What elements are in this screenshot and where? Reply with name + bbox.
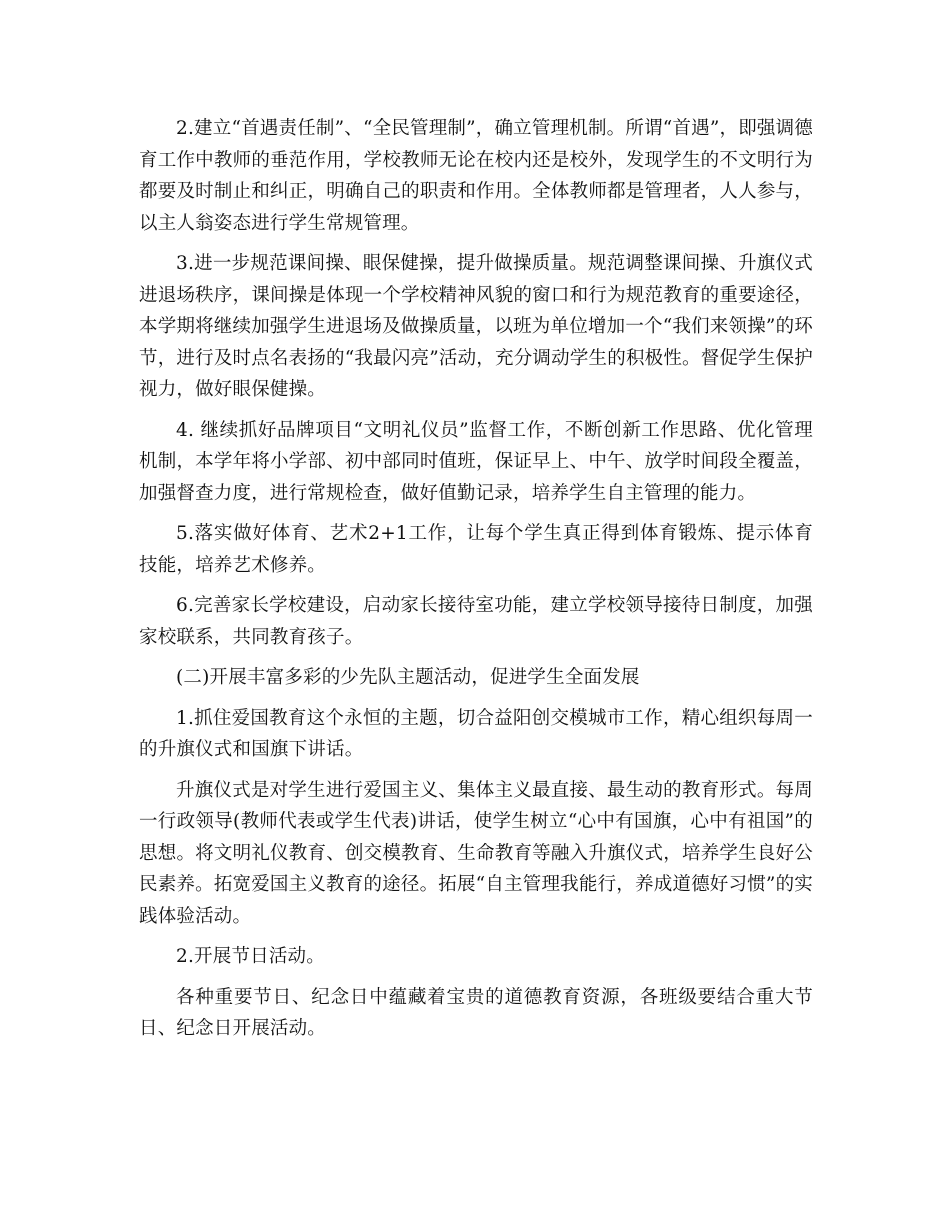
paragraph-parent-school: 6.完善家长学校建设，启动家长接待室功能，建立学校领导接待日制度，加强家校联系，共同教育孩子。 xyxy=(139,595,813,648)
paragraph-festival-activities: 2.开展节日活动。 xyxy=(176,946,325,967)
paragraph-etiquette-supervision: 4. 继续抓好品牌项目“文明礼仪员”监督工作，不断创新工作思路、优化管理机制，本学年将小学部、初中部同时值班，保证早上、中午、放学时间段全覆盖，加强督查力度，进行常规检查，做好值勤记录，培养学生自主管理的能力。 xyxy=(139,419,813,504)
paragraph-patriotic-education: 1.抓住爱国教育这个永恒的主题，切合益阳创交模城市工作，精心组织每周一的升旗仪式和国旗下讲话。 xyxy=(139,707,813,760)
paragraph-first-encounter-responsibility: 2.建立“首遇责任制”、“全民管理制”，确立管理机制。所谓“首遇”，即强调德育工作中教师的垂范作用，学校教师无论在校内还是校外，发现学生的不文明行为都要及时制止和纠正，明确自己的职责和作用。全体教师都是管理者，人人参与，以主人翁姿态进行学生常规管理。 xyxy=(139,118,814,234)
paragraph-exercise-quality: 3.进一步规范课间操、眼保健操，提升做操质量。规范调整课间操、升旗仪式进退场秩序，课间操是体现一个学校精神风貌的窗口和行为规范教育的重要途径，本学期将继续加强学生进退场及做操质量，以班为单位增加一个“我们来领操”的环节，进行及时点名表扬的“我最闪亮”活动，充分调动学生的积极性。督促学生保护视力，做好眼保健操。 xyxy=(139,253,813,400)
section-heading-activities: (二)开展丰富多彩的少先队主题活动，促进学生全面发展 xyxy=(176,667,640,688)
paragraph-sports-arts: 5.落实做好体育、艺术2+1工作，让每个学生真正得到体育锻炼、提示体育技能，培养艺术修养。 xyxy=(139,523,813,576)
paragraph-festival-resources: 各种重要节日、纪念日中蕴藏着宝贵的道德教育资源，各班级要结合重大节日、纪念日开展活动。 xyxy=(139,986,813,1039)
paragraph-flag-ceremony: 升旗仪式是对学生进行爱国主义、集体主义最直接、最生动的教育形式。每周一行政领导(教师代表或学生代表)讲话，使学生树立“心中有国旗，心中有祖国”的思想。将文明礼仪教育、创交模教育、生命教育等融入升旗仪式，培养学生良好公民素养。拓宽爱国主义教育的途径。拓展“自主管理我能行，养成道德好习惯”的实践体验活动。 xyxy=(139,779,813,927)
